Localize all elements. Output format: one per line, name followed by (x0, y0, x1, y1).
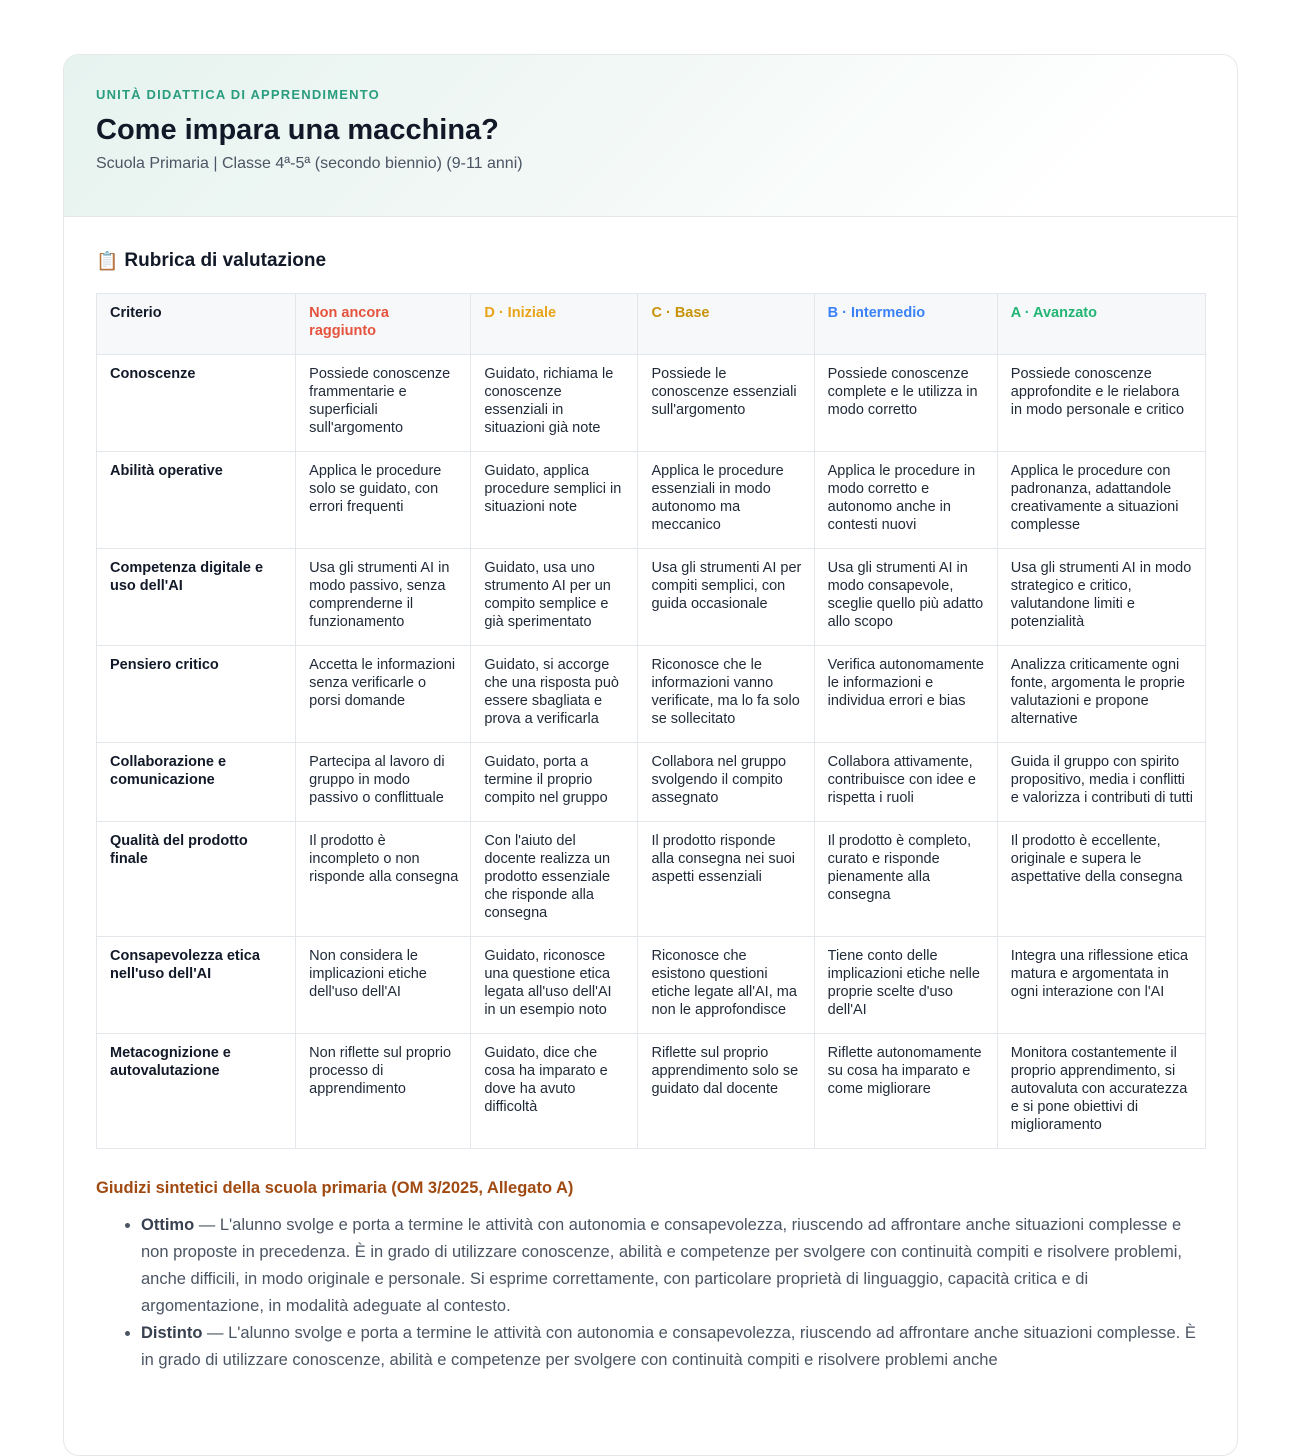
rubric-header-row (97, 294, 1206, 355)
clipboard-icon: 📋 (96, 250, 119, 271)
unit-eyebrow: UNITÀ DIDATTICA DI APPRENDIMENTO (96, 87, 380, 102)
list-item (141, 1320, 1206, 1374)
criterion-cell: Metacognizione e autovalutazione (97, 1034, 296, 1149)
judgments-list (96, 1212, 1206, 1374)
criterion-cell: Abilità operative (97, 452, 296, 549)
rubric-cell: Integra una riflessione etica matura e argomentata in ogni interazione con l'AI (997, 937, 1205, 1034)
rubric-cell: Riflette autonomamente su cosa ha imparato e come migliorare (814, 1034, 997, 1149)
page-title: Come impara una macchina? (96, 114, 499, 146)
rubric-cell: Verifica autonomamente le informazioni e individua errori e bias (814, 646, 997, 743)
judgment-level: Distinto (141, 1324, 203, 1342)
card-body (64, 217, 1237, 1374)
rubric-cell: Con l'aiuto del docente realizza un prodotto essenziale che risponde alla consegna (471, 822, 638, 937)
rubric-cell: Guidato, usa uno strumento AI per un compito semplice e già sperimentato (471, 549, 638, 646)
rubric-cell: Collabora attivamente, contribuisce con idee e rispetta i ruoli (814, 743, 997, 822)
rubric-cell: Il prodotto è eccellente, originale e supera le aspettative della consegna (997, 822, 1205, 937)
rubric-cell: Applica le procedure con padronanza, adattandole creativamente a situazioni complesse (997, 452, 1205, 549)
criterion-cell: Conoscenze (97, 355, 296, 452)
card-header (64, 55, 1237, 217)
table-row (97, 355, 1206, 452)
rubric-cell: Guidato, riconosce una questione etica legata all'uso dell'AI in un esempio noto (471, 937, 638, 1034)
rubric-cell: Analizza criticamente ogni fonte, argomenta le proprie valutazioni e propone alternative (997, 646, 1205, 743)
rubric-cell: Applica le procedure in modo corretto e autonomo anche in contesti nuovi (814, 452, 997, 549)
rubric-cell: Usa gli strumenti AI in modo consapevole, sceglie quello più adatto allo scopo (814, 549, 997, 646)
rubric-cell: Non considera le implicazioni etiche dell'uso dell'AI (296, 937, 471, 1034)
rubric-cell: Guidato, richiama le conoscenze essenziali in situazioni già note (471, 355, 638, 452)
rubric-cell: Guida il gruppo con spirito propositivo, media i conflitti e valorizza i contributi di tutti (997, 743, 1205, 822)
rubric-cell: Possiede conoscenze frammentarie e superficiali sull'argomento (296, 355, 471, 452)
column-header-criterio: Criterio (97, 294, 296, 355)
rubric-cell: Monitora costantemente il proprio apprendimento, si autovaluta con accuratezza e si pone obiettivi di miglioramento (997, 1034, 1205, 1149)
table-row (97, 743, 1206, 822)
judgment-text: — L'alunno svolge e porta a termine le attività con autonomia e consapevolezza, riuscendo ad affrontare anche situazioni complesse e non proposte in precedenza. È in grado di utilizzare conoscenze, abilità e competenze per svolgere con continuità compiti e risolvere problemi, anche difficili, in modo originale e personale. Si esprime correttamente, con particolare proprietà di linguaggio, capacità critica e di argomentazione, in modalità adeguate al contesto. (141, 1216, 1182, 1315)
page-subtitle: Scuola Primaria | Classe 4ª-5ª (secondo biennio) (9-11 anni) (96, 155, 523, 172)
rubric-cell: Partecipa al lavoro di gruppo in modo passivo o conflittuale (296, 743, 471, 822)
rubric-cell: Il prodotto è completo, curato e risponde pienamente alla consegna (814, 822, 997, 937)
unit-card (63, 54, 1238, 1456)
rubric-cell: Usa gli strumenti AI in modo strategico e critico, valutandone limiti e potenzialità (997, 549, 1205, 646)
judgment-level: Ottimo (141, 1216, 195, 1234)
rubric-cell: Usa gli strumenti AI in modo passivo, senza comprenderne il funzionamento (296, 549, 471, 646)
rubric-cell: Possiede le conoscenze essenziali sull'argomento (638, 355, 814, 452)
rubric-section-title (96, 245, 1206, 277)
criterion-cell: Qualità del prodotto finale (97, 822, 296, 937)
table-row (97, 646, 1206, 743)
table-row (97, 452, 1206, 549)
rubric-cell: Usa gli strumenti AI per compiti semplici, con guida occasionale (638, 549, 814, 646)
rubric-cell: Non riflette sul proprio processo di apprendimento (296, 1034, 471, 1149)
column-header-intermedio: B · Intermedio (814, 294, 997, 355)
rubric-cell: Collabora nel gruppo svolgendo il compito assegnato (638, 743, 814, 822)
column-header-non-ancora: Non ancora raggiunto (296, 294, 471, 355)
criterion-cell: Consapevolezza etica nell'uso dell'AI (97, 937, 296, 1034)
criterion-cell: Pensiero critico (97, 646, 296, 743)
table-row (97, 549, 1206, 646)
criterion-cell: Collaborazione e comunicazione (97, 743, 296, 822)
rubric-cell: Guidato, dice che cosa ha imparato e dove ha avuto difficoltà (471, 1034, 638, 1149)
rubric-cell: Guidato, porta a termine il proprio compito nel gruppo (471, 743, 638, 822)
rubric-cell: Possiede conoscenze complete e le utilizza in modo corretto (814, 355, 997, 452)
rubric-cell: Applica le procedure essenziali in modo autonomo ma meccanico (638, 452, 814, 549)
rubric-title: Rubrica di valutazione (124, 250, 327, 271)
column-header-base: C · Base (638, 294, 814, 355)
rubric-cell: Guidato, applica procedure semplici in situazioni note (471, 452, 638, 549)
rubric-cell: Riconosce che le informazioni vanno verificate, ma lo fa solo se sollecitato (638, 646, 814, 743)
rubric-cell: Accetta le informazioni senza verificarle o porsi domande (296, 646, 471, 743)
rubric-cell: Riflette sul proprio apprendimento solo se guidato dal docente (638, 1034, 814, 1149)
rubric-cell: Applica le procedure solo se guidato, con errori frequenti (296, 452, 471, 549)
judgment-text: — L'alunno svolge e porta a termine le attività con autonomia e consapevolezza, riuscendo ad affrontare anche situazioni complesse. È in grado di utilizzare conoscenze, abilità e competenze per svolgere con continuità compiti e risolvere problemi anche (141, 1324, 1196, 1369)
table-row (97, 822, 1206, 937)
column-header-avanzato: A · Avanzato (997, 294, 1205, 355)
list-item (141, 1212, 1206, 1320)
column-header-iniziale: D · Iniziale (471, 294, 638, 355)
rubric-cell: Riconosce che esistono questioni etiche legate all'AI, ma non le approfondisce (638, 937, 814, 1034)
rubric-cell: Tiene conto delle implicazioni etiche nelle proprie scelte d'uso dell'AI (814, 937, 997, 1034)
rubric-cell: Possiede conoscenze approfondite e le rielabora in modo personale e critico (997, 355, 1205, 452)
rubric-table (96, 293, 1206, 1149)
rubric-cell: Il prodotto è incompleto o non risponde alla consegna (296, 822, 471, 937)
rubric-cell: Guidato, si accorge che una risposta può essere sbagliata e prova a verificarla (471, 646, 638, 743)
criterion-cell: Competenza digitale e uso dell'AI (97, 549, 296, 646)
table-row (97, 937, 1206, 1034)
table-row (97, 1034, 1206, 1149)
judgments-title: Giudizi sintetici della scuola primaria (OM 3/2025, Allegato A) (96, 1179, 574, 1197)
rubric-cell: Il prodotto risponde alla consegna nei suoi aspetti essenziali (638, 822, 814, 937)
